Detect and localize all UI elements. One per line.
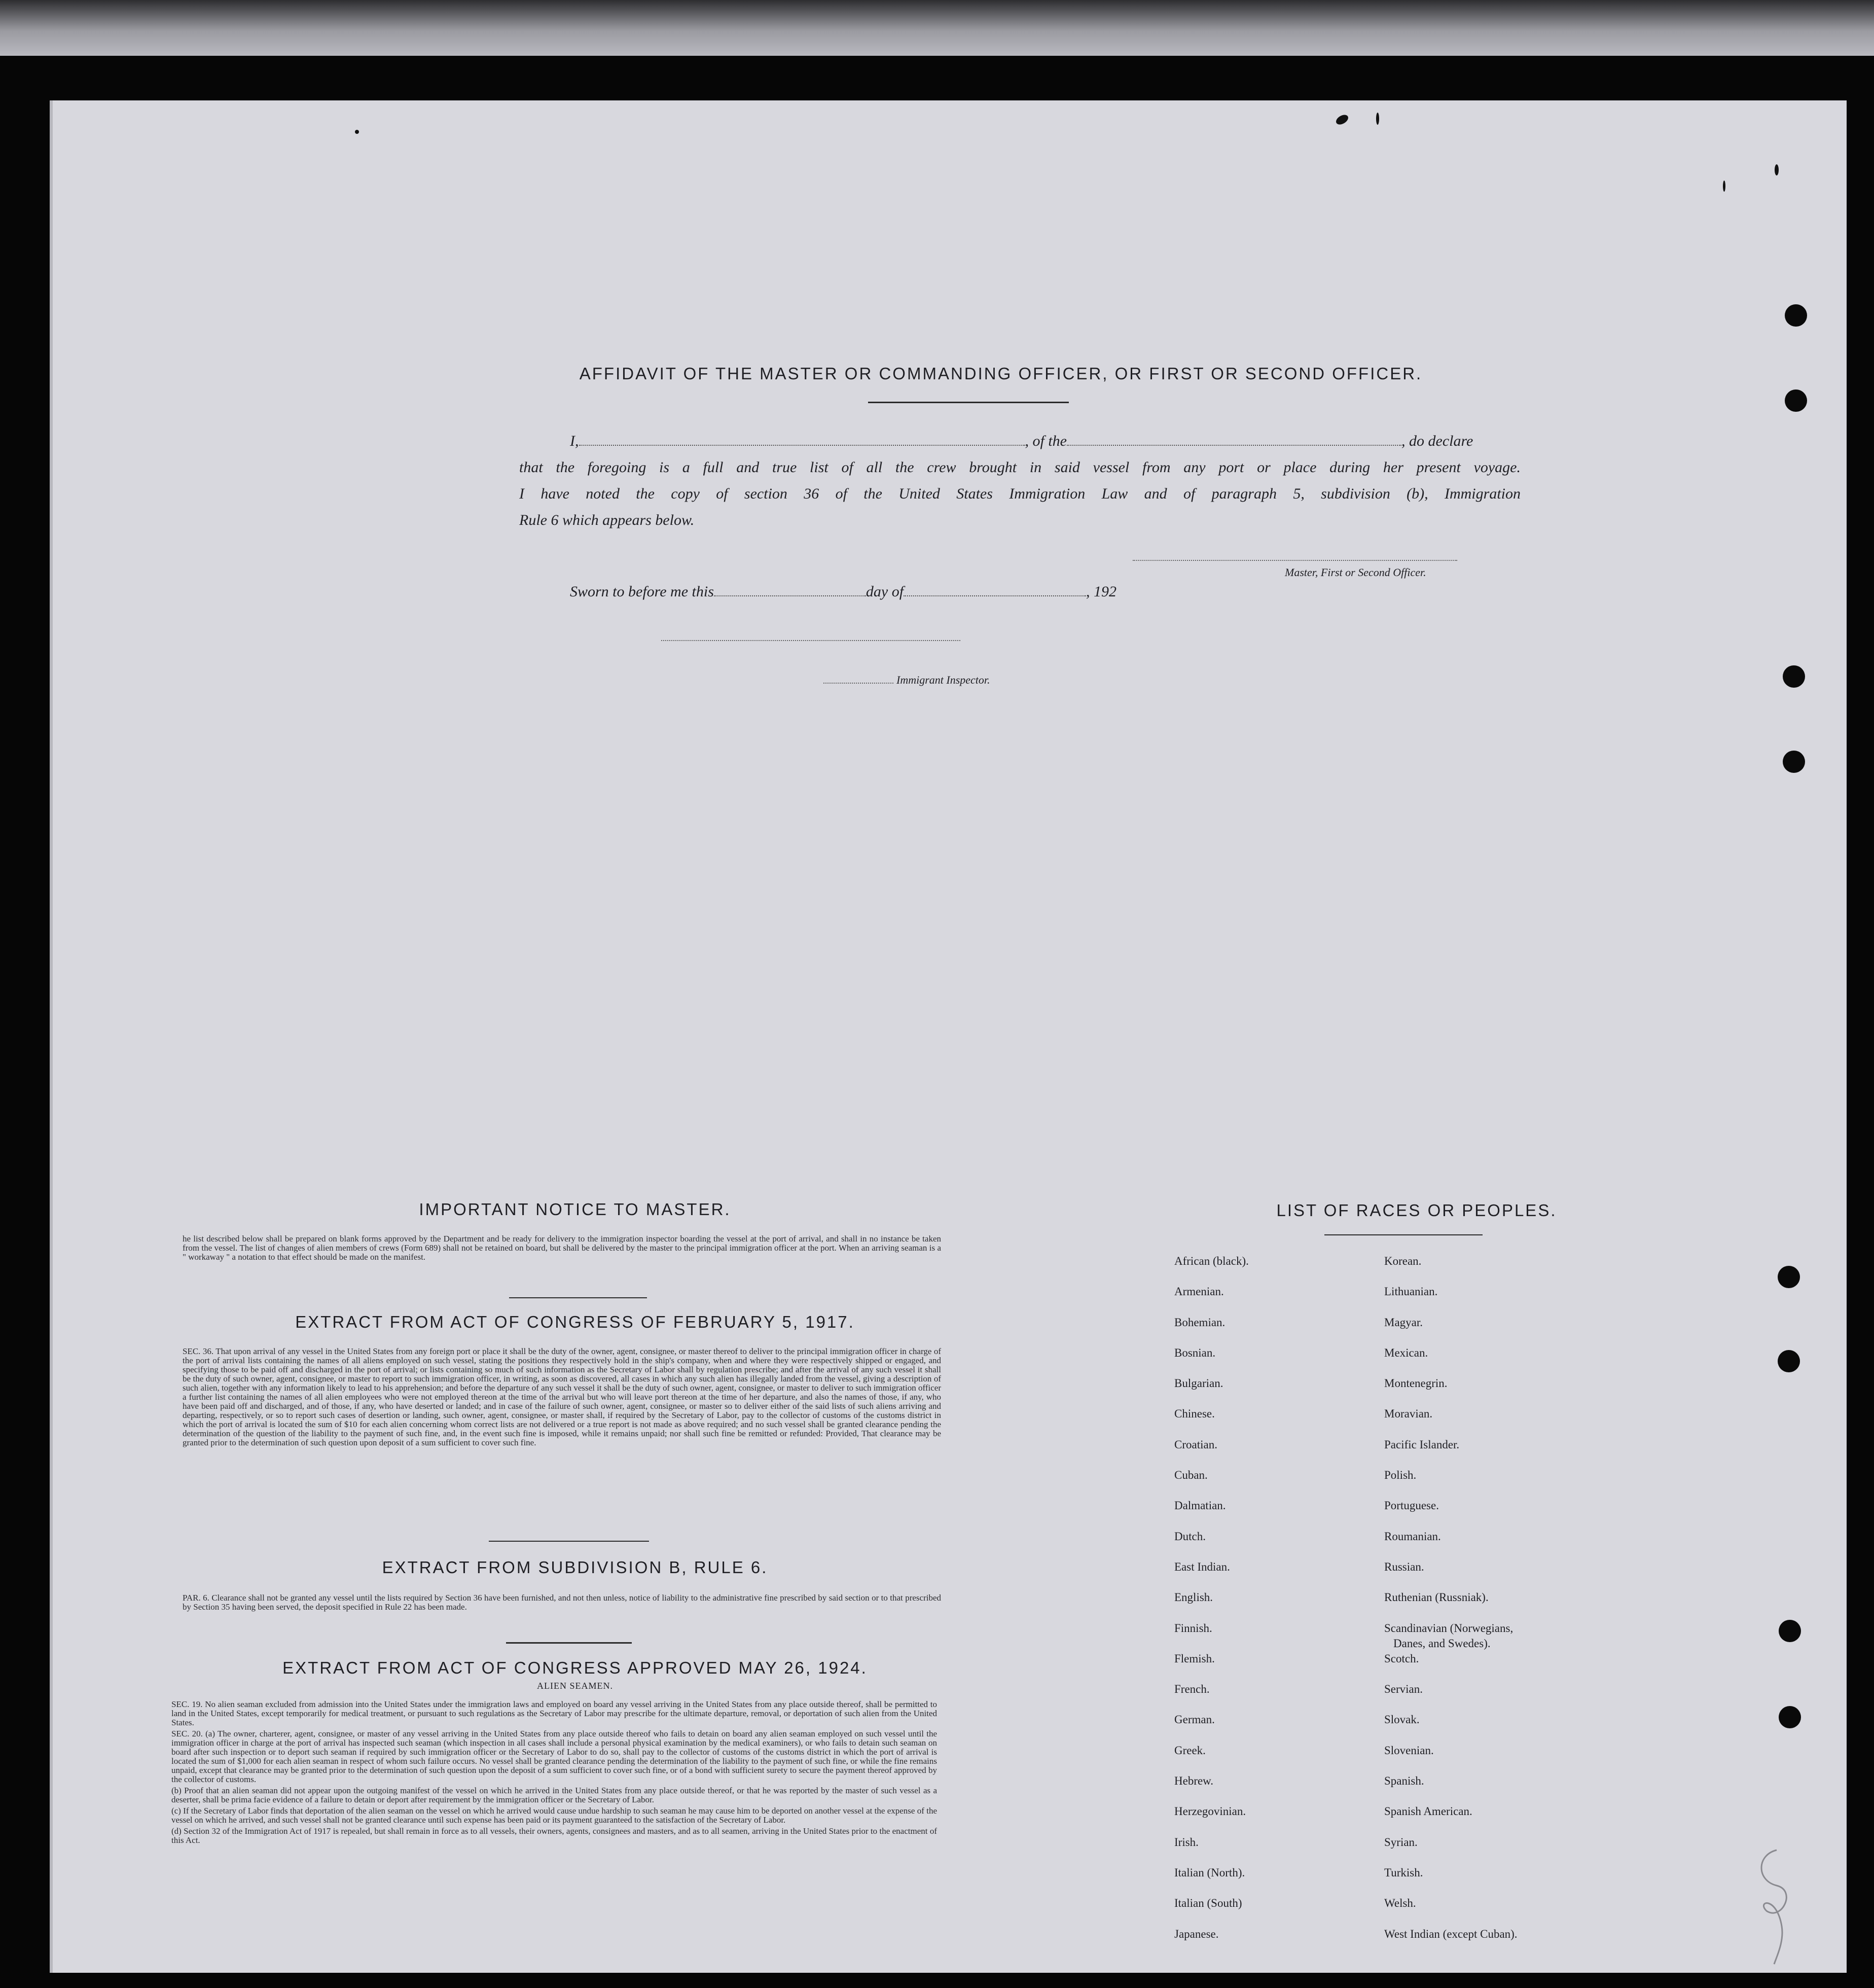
race-item: Polish. [1384, 1469, 1417, 1482]
film-top-strip [0, 0, 1874, 56]
races-right-column [1384, 1254, 1648, 1957]
inspector-lead-line [823, 683, 893, 684]
sec-20d-paragraph: (d) Section 32 of the Immigration Act of 1917 is repealed, but shall remain in force as to all vessels, their owners, agents, consignees and masters, and as to all seamen, arriving in the United States prior to the enactment of this Act. [171, 1826, 937, 1845]
ink-speck [1335, 113, 1350, 127]
race-item: Moravian. [1384, 1407, 1433, 1421]
race-item: Magyar. [1384, 1316, 1423, 1329]
day-blank[interactable] [714, 595, 866, 596]
notice-text: he list described below shall be prepared on blank forms approved by the Department and be ready for delivery to the immigration inspector boarding the vessel at the port of arrival, and shall in no instance be taken from the vessel. The list of changes of alien members of crews (Form 689) shall not be retained on board, but shall be delivered by the master to the principal immigration officer at the port. When an arriving seaman is a " workaway " a notation to that effect should be made on the manifest. [183, 1234, 941, 1262]
pencil-mark [1746, 1845, 1807, 1967]
race-item: Welsh. [1384, 1897, 1416, 1910]
race-item: Lithuanian. [1384, 1285, 1438, 1298]
race-item: Italian (South) [1174, 1897, 1242, 1910]
ink-speck [1376, 113, 1379, 125]
race-item: Slovenian. [1384, 1744, 1434, 1757]
race-item: Portuguese. [1384, 1499, 1439, 1512]
race-item: Herzegovinian. [1174, 1805, 1246, 1818]
race-item: Korean. [1384, 1255, 1422, 1267]
punch-hole [1778, 1266, 1800, 1288]
sec-19-paragraph: SEC. 19. No alien seaman excluded from admission into the United States under the immigration laws and employed on board any vessel arriving in the United States from any place outside thereof, shall be permitted to land in the United States, except temporarily for medical treatment, or pursuant to such regulations as the Secretary of Labor may prescribe for the ultimate departure, removal, or deportation of such alien from the United States. [171, 1699, 937, 1727]
race-item: Turkish. [1384, 1866, 1423, 1879]
extract-1917-title: EXTRACT FROM ACT OF CONGRESS OF FEBRUARY 5, 1917. [295, 1312, 855, 1331]
race-item: Dutch. [1174, 1530, 1206, 1543]
punch-hole [1785, 389, 1807, 412]
affidavit-line3: I have noted the copy of section 36 of the United States Immigration Law and of paragraph 5, subdivision (b), Immigration [519, 485, 1521, 502]
race-item: Spanish American. [1384, 1805, 1472, 1818]
race-item: Irish. [1174, 1835, 1199, 1849]
inspector-caption: Immigrant Inspector. [896, 673, 990, 686]
race-item: Bulgarian. [1174, 1377, 1223, 1390]
race-item: Italian (North). [1174, 1866, 1245, 1879]
race-item: Roumanian. [1384, 1530, 1441, 1543]
races-left-column [1174, 1254, 1357, 1957]
divider [509, 1297, 647, 1298]
sec-20c-paragraph: (c) If the Secretary of Labor finds that deportation of the alien seaman on the vessel on which he arrived would cause undue hardship to such seaman he may cause him to be deported on another vessel at the expense of the vessel on which he arrived, and such vessel shall not be granted clearance until such expense has been paid or its payment guaranteed to the satisfaction of the Secretary of Labor. [171, 1806, 937, 1825]
race-item: Chinese. [1174, 1407, 1215, 1421]
affidavit-of-the: , of the [1025, 433, 1067, 449]
inspector-signature-line[interactable] [661, 640, 960, 641]
race-item: Bohemian. [1174, 1316, 1226, 1329]
race-item: Spanish. [1384, 1774, 1424, 1788]
race-item: English. [1174, 1591, 1213, 1604]
race-item: Slovak. [1384, 1713, 1420, 1726]
race-item: French. [1174, 1683, 1210, 1696]
race-item: Japanese. [1174, 1927, 1219, 1940]
affidavit-line2: that the foregoing is a full and true list of all the crew brought in said vessel from any port or place during her present voyage. [519, 459, 1521, 476]
races-underline [1324, 1234, 1483, 1235]
race-item: Flemish. [1174, 1652, 1215, 1665]
race-item: Montenegrin. [1384, 1377, 1448, 1390]
race-item: Ruthenian (Russniak). [1384, 1591, 1489, 1604]
signature-line[interactable] [1133, 560, 1457, 561]
year-text: , 192 [1086, 583, 1117, 600]
month-blank[interactable] [904, 595, 1086, 596]
punch-hole [1785, 304, 1807, 327]
race-item: Dalmatian. [1174, 1499, 1226, 1512]
name-blank[interactable] [579, 445, 1025, 446]
ink-speck [1775, 164, 1779, 175]
affidavit-declare: , do declare [1401, 433, 1473, 449]
extract-1924-title: EXTRACT FROM ACT OF CONGRESS APPROVED MAY 26, 1924. [282, 1658, 868, 1677]
race-item-text: Scandinavian (Norwegians, [1384, 1621, 1513, 1635]
title-underline [868, 402, 1069, 403]
ink-speck [1723, 181, 1725, 192]
race-item: Russian. [1384, 1560, 1424, 1573]
notice-title: IMPORTANT NOTICE TO MASTER. [419, 1200, 731, 1219]
punch-hole [1779, 1706, 1801, 1728]
race-item: West Indian (except Cuban). [1384, 1927, 1518, 1940]
extract-1924-body [171, 1700, 937, 1845]
race-item [1384, 1621, 1648, 1651]
punch-hole [1783, 665, 1805, 688]
race-item: Syrian. [1384, 1835, 1418, 1849]
race-item: Croatian. [1174, 1438, 1217, 1451]
divider [506, 1642, 632, 1644]
signature-caption: Master, First or Second Officer. [1285, 566, 1426, 579]
divider [489, 1541, 649, 1542]
sec-20b-paragraph: (b) Proof that an alien seaman did not appear upon the outgoing manifest of the vessel on which he arrived in the United States from any place outside thereof, or that he was reported by the master of such vessel as a deserter, shall be prima facie evidence of a failure to detain or deport after requirement by the immigration officer or the Secretary of Labor. [171, 1786, 937, 1804]
race-item: Bosnian. [1174, 1346, 1216, 1359]
vessel-blank[interactable] [1067, 445, 1401, 446]
race-item: Armenian. [1174, 1285, 1224, 1298]
race-item: Scotch. [1384, 1652, 1419, 1665]
sec-20-paragraph: SEC. 20. (a) The owner, charterer, agent, consignee, or master of any vessel arriving in the United States from any place outside thereof who fails to detain on board any alien seaman employed on such vessel until the immigration officer in charge at the port of arrival has inspected such seaman (which inspection in all cases shall include a personal physical examination by the medical examiners), or who fails to detain such seaman on board after such inspection or to deport such seaman if required by such immigration officer or the Secretary of Labor to do so, shall pay to the collector of customs of the customs district in which the port of arrival is located the sum of $1,000 for each alien seaman in respect of whom such failure occurs. No vessel shall be granted clearance pending the determination of the liability to the payment of such fine, or while the fine remains unpaid, except that clearance may be granted prior to the determination of such question upon the deposit of a sum sufficient to cover such fine, or of a bond with sufficient surety to secure the payment thereof approved by the collector of customs. [171, 1729, 937, 1784]
subdivision-title: EXTRACT FROM SUBDIVISION B, RULE 6. [382, 1558, 768, 1577]
sworn-line [519, 583, 1116, 600]
affidavit-line1 [519, 428, 1521, 454]
punch-hole [1783, 751, 1805, 773]
race-item: Servian. [1384, 1683, 1423, 1696]
ink-speck [355, 130, 359, 134]
races-title: LIST OF RACES OR PEOPLES. [1276, 1201, 1557, 1220]
affidavit-line4: Rule 6 which appears below. [519, 512, 695, 528]
race-item: Mexican. [1384, 1346, 1428, 1359]
race-item-continuation: Danes, and Swedes). [1393, 1637, 1491, 1650]
race-item: Cuban. [1174, 1469, 1208, 1482]
affidavit-i: I, [570, 433, 579, 449]
race-item: Greek. [1174, 1744, 1206, 1757]
race-item: East Indian. [1174, 1560, 1230, 1573]
race-item: African (black). [1174, 1255, 1249, 1267]
race-item: Finnish. [1174, 1621, 1212, 1635]
day-of-text: day of [866, 583, 904, 600]
race-item: Pacific Islander. [1384, 1438, 1460, 1451]
extract-1917-text: SEC. 36. That upon arrival of any vessel in the United States from any foreign port or place it shall be the duty of the owner, agent, consignee, or master thereof to deliver to the principal immigration officer in charge of the port of arrival lists containing the names of all aliens employed on such vessel, stating the positions they respectively hold in the ship's company, when and where they were respectively shipped or engaged, and specifying those to be paid off and discharged in the port of arrival; or lists containing so much of such information as the Secretary of Labor shall by regulation prescribe; and after the arrival of any such vessel it shall be the duty of such owner, agent, consignee, or master to report to such immigration officer, in writing, as soon as discovered, all cases in which any such alien has illegally landed from the vessel, giving a description of such alien, together with any information likely to lead to his apprehension; and before the departure of any such vessel it shall be the duty of such owner, agent, consignee, or master to deliver to such immigration officer a further list containing the names of all alien employees who were not employed thereon at the time of the arrival but who will leave port thereon at the time of her departure, and also the names of those, if any, who have been paid off and discharged, and of those, if any, who have deserted or landed; and in case of the failure of such owner, agent, consignee, or master so to deliver either of the said lists of such aliens arriving and departing, respectively, or so to report such cases of desertion or landing, such owner, agent, consignee, or master shall, if required by the Secretary of Labor, pay to the collector of customs of the customs district in which the port of arrival is located the sum of $10 for each alien concerning whom correct lists are not delivered or a true report is not made as above required; and no such vessel shall be granted clearance pending the determination of the question of the liability to the payment of such fine, and, in the event such fine is imposed, while it remains unpaid; nor shall such fine be remitted or refunded: Provided, That clearance may be granted prior to the determination of such question upon deposit of a sum sufficient to cover such fine. [183, 1346, 941, 1447]
document-page [50, 100, 1847, 1973]
race-item: Hebrew. [1174, 1774, 1214, 1788]
sworn-text: Sworn to before me this [570, 583, 714, 600]
punch-hole [1779, 1620, 1801, 1642]
affidavit-title: AFFIDAVIT OF THE MASTER OR COMMANDING OFFICER, OR FIRST OR SECOND OFFICER. [579, 364, 1423, 383]
alien-seamen-subtitle: ALIEN SEAMEN. [537, 1681, 613, 1691]
punch-hole [1778, 1350, 1800, 1372]
subdivision-text: PAR. 6. Clearance shall not be granted any vessel until the lists required by Section 36 have been furnished, and not then unless, notice of liability to the administrative fine prescribed by said section or to that prescribed by Section 35 having been served, the deposit specified in Rule 22 has been made. [183, 1593, 941, 1612]
race-item: German. [1174, 1713, 1215, 1726]
